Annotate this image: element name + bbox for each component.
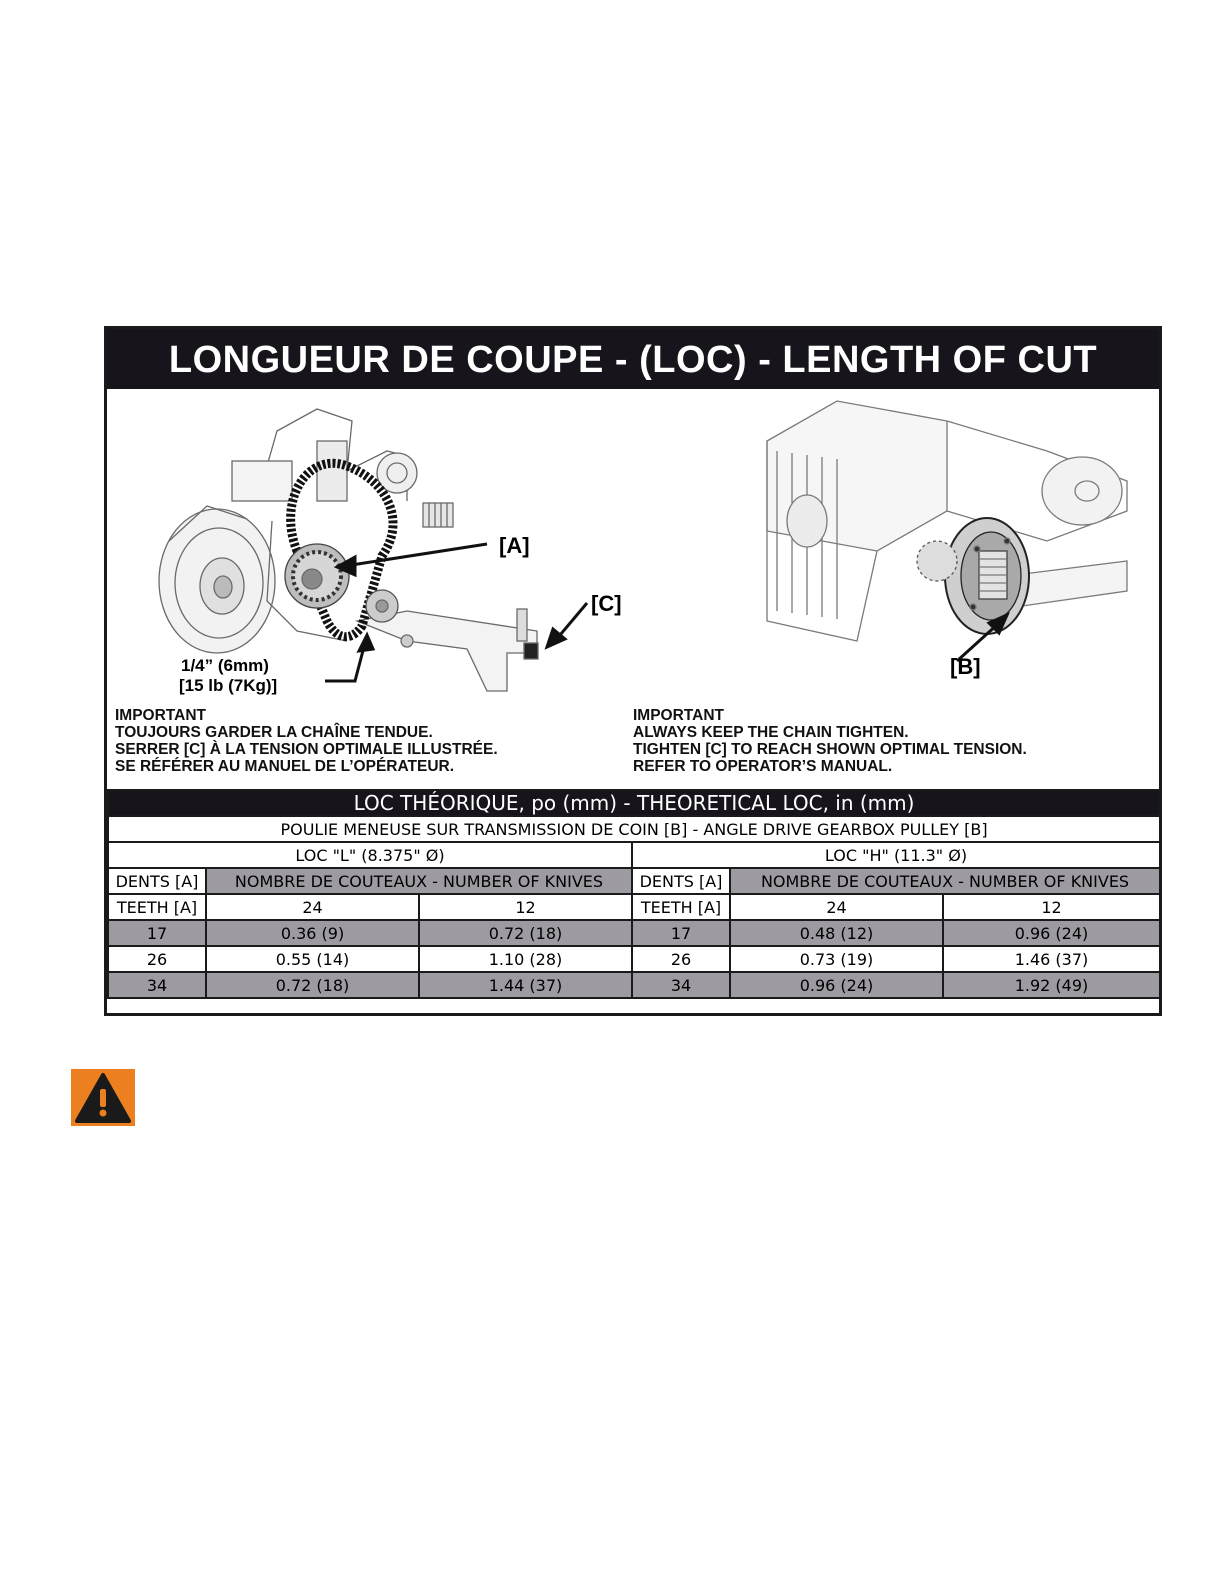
warning-triangle-glyph: [71, 1069, 135, 1126]
important-note-en: [633, 707, 1027, 775]
measure-force-label: [15 lb (7Kg)]: [179, 676, 278, 695]
loc-value-cell: 0.96 (24): [943, 920, 1160, 946]
loc-table-container: [107, 789, 1159, 999]
teeth-label-h: TEETH [A]: [632, 894, 730, 920]
loc-value-cell: 1.44 (37): [419, 972, 632, 998]
chain-drive-illustration: [107, 391, 627, 709]
loc-value-cell: 1.46 (37): [943, 946, 1160, 972]
note-fr-line1: TOUJOURS GARDER LA CHAÎNE TENDUE.: [115, 724, 433, 741]
loc-h-header: LOC "H" (11.3" Ø): [632, 842, 1160, 868]
note-fr-heading: IMPORTANT: [115, 707, 206, 724]
note-en-line2: TIGHTEN [C] TO REACH SHOWN OPTIMAL TENSION.: [633, 741, 1027, 758]
measure-deflection-label: 1/4” (6mm): [181, 656, 269, 675]
important-note-fr: [115, 707, 498, 775]
decal-title: LONGUEUR DE COUPE - (LOC) - LENGTH OF CUT: [107, 329, 1159, 389]
loc-value-cell: 0.73 (19): [730, 946, 943, 972]
teeth-cell: 17: [108, 920, 206, 946]
loc-value-cell: 1.92 (49): [943, 972, 1160, 998]
knives-header-h: NOMBRE DE COUTEAUX - NUMBER OF KNIVES: [730, 868, 1160, 894]
callout-c-label: [C]: [591, 591, 622, 616]
note-fr-line3: SE RÉFÉRER AU MANUEL DE L’OPÉRATEUR.: [115, 758, 455, 775]
table-sub-header: POULIE MENEUSE SUR TRANSMISSION DE COIN [B] - ANGLE DRIVE GEARBOX PULLEY [B]: [108, 816, 1160, 842]
loc-value-cell: 0.55 (14): [206, 946, 419, 972]
loc-decal: [104, 326, 1162, 1016]
teeth-label-l: TEETH [A]: [108, 894, 206, 920]
teeth-cell: 34: [632, 972, 730, 998]
note-fr-line2: SERRER [C] À LA TENSION OPTIMALE ILLUSTRÉE.: [115, 741, 498, 758]
dents-label-h: DENTS [A]: [632, 868, 730, 894]
note-en-line1: ALWAYS KEEP THE CHAIN TIGHTEN.: [633, 724, 909, 741]
gearbox-drawing: [627, 391, 1159, 709]
teeth-cell: 26: [108, 946, 206, 972]
loc-value-cell: 0.96 (24): [730, 972, 943, 998]
loc-value-cell: 0.72 (18): [206, 972, 419, 998]
teeth-cell: 17: [632, 920, 730, 946]
knives-24-h: 24: [730, 894, 943, 920]
note-en-heading: IMPORTANT: [633, 707, 724, 724]
callout-b-label: [B]: [950, 654, 981, 679]
loc-value-cell: 1.10 (28): [419, 946, 632, 972]
table-row: [108, 972, 1160, 998]
knives-12-l: 12: [419, 894, 632, 920]
note-en-line3: REFER TO OPERATOR’S MANUAL.: [633, 758, 893, 775]
loc-value-cell: 0.72 (18): [419, 920, 632, 946]
teeth-cell: 34: [108, 972, 206, 998]
table-main-header: LOC THÉORIQUE, po (mm) - THEORETICAL LOC, in (mm): [108, 790, 1160, 816]
knives-header-l: NOMBRE DE COUTEAUX - NUMBER OF KNIVES: [206, 868, 632, 894]
knives-12-h: 12: [943, 894, 1160, 920]
loc-l-header: LOC "L" (8.375" Ø): [108, 842, 632, 868]
callout-a-label: [A]: [499, 533, 530, 558]
dents-label-l: DENTS [A]: [108, 868, 206, 894]
knives-24-l: 24: [206, 894, 419, 920]
loc-table: [107, 789, 1161, 999]
teeth-cell: 26: [632, 946, 730, 972]
table-row: [108, 920, 1160, 946]
chain-drive-drawing: [107, 391, 627, 709]
loc-value-cell: 0.48 (12): [730, 920, 943, 946]
gearbox-pulley-illustration: [627, 391, 1159, 709]
warning-triangle-icon: [71, 1069, 135, 1126]
table-row: [108, 946, 1160, 972]
loc-value-cell: 0.36 (9): [206, 920, 419, 946]
